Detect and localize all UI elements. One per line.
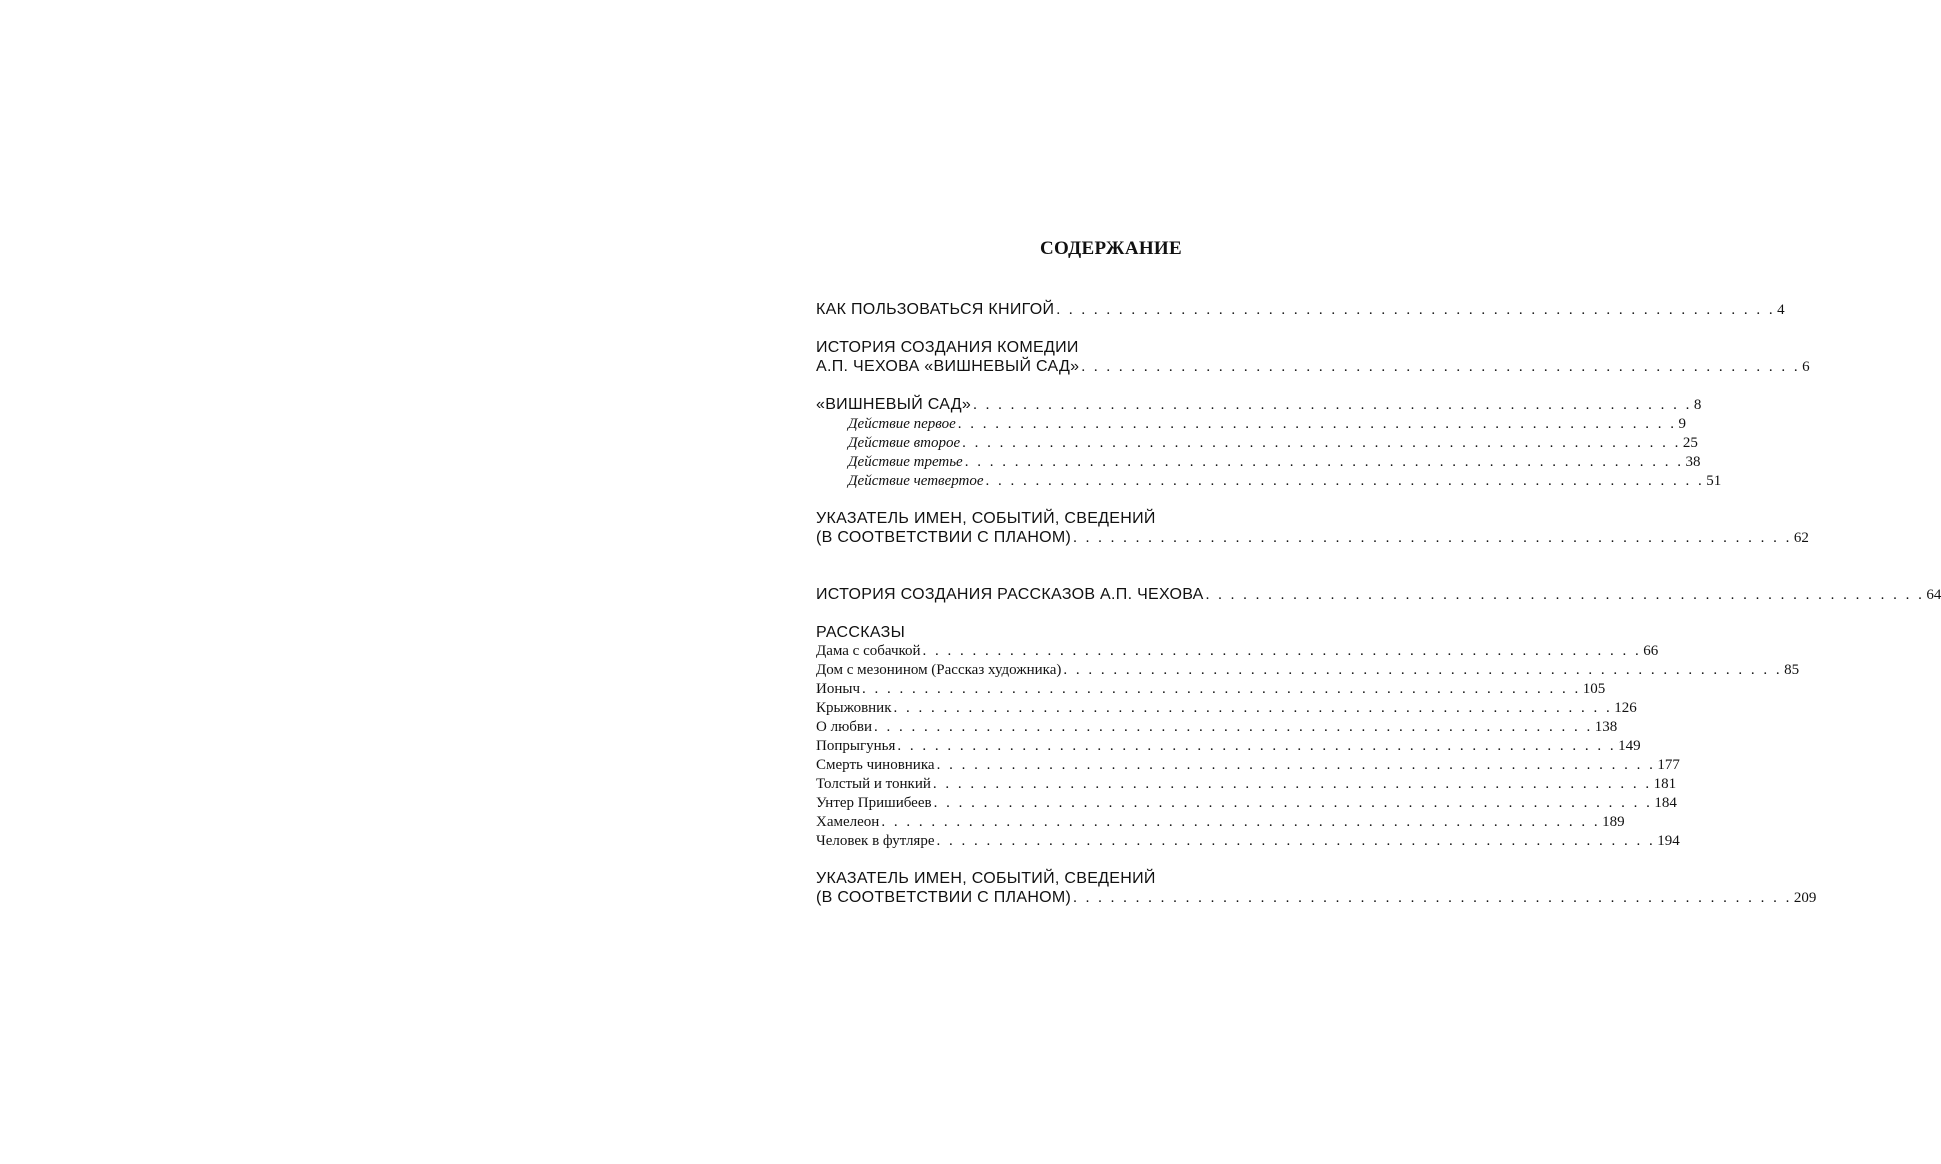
toc-entry-story[interactable] <box>816 794 1677 813</box>
toc-entry-page: 184 <box>1654 795 1677 811</box>
toc-entry-label: Человек в футляре <box>816 833 935 849</box>
toc-entry-label: «ВИШНЕВЫЙ САД» <box>816 396 972 413</box>
leader-dots: . . . . . . . . . . . . . . . . . . . . . . . . . . . . . . . . . . . . . . . . . . . . . . . . . . . . . . . . . . <box>1205 587 1925 603</box>
toc-entry-cherry-orchard[interactable] <box>816 395 1702 415</box>
toc-entry-label: Действие третье <box>848 454 963 470</box>
toc-entry-label: О любви <box>816 719 873 735</box>
toc-entry-label: А.П. ЧЕХОВА «ВИШНЕВЫЙ САД» <box>816 358 1080 375</box>
leader-dots: . . . . . . . . . . . . . . . . . . . . . . . . . . . . . . . . . . . . . . . . . . . . . . . . . . . . . . . . . . <box>861 681 1581 697</box>
toc-entry-label: Ионыч <box>816 681 860 697</box>
table-of-contents <box>816 226 1941 908</box>
toc-entry-page: 9 <box>1678 416 1686 432</box>
toc-entry-page: 64 <box>1926 587 1941 603</box>
toc-entry-page: 177 <box>1657 757 1680 773</box>
toc-entry-page: 25 <box>1682 435 1698 451</box>
leader-dots: . . . . . . . . . . . . . . . . . . . . . . . . . . . . . . . . . . . . . . . . . . . . . . . . . . . . . . . . . . <box>933 795 1653 811</box>
leader-dots: . . . . . . . . . . . . . . . . . . . . . . . . . . . . . . . . . . . . . . . . . . . . . . . . . . . . . . . . . . <box>922 643 1642 659</box>
toc-entry-act-4[interactable] <box>816 472 1722 491</box>
toc-entry-page: 6 <box>1802 359 1810 375</box>
leader-dots: . . . . . . . . . . . . . . . . . . . . . . . . . . . . . . . . . . . . . . . . . . . . . . . . . . . . . . . . . . <box>1081 359 1801 375</box>
leader-dots: . . . . . . . . . . . . . . . . . . . . . . . . . . . . . . . . . . . . . . . . . . . . . . . . . . . . . . . . . . <box>874 719 1593 735</box>
toc-entry-page: 85 <box>1784 662 1800 678</box>
toc-entry-act-3[interactable] <box>816 453 1701 472</box>
toc-entry-label: (В СООТВЕТСТВИИ С ПЛАНОМ) <box>816 529 1072 546</box>
leader-dots: . . . . . . . . . . . . . . . . . . . . . . . . . . . . . . . . . . . . . . . . . . . . . . . . . . . . . . . . . . <box>1073 890 1792 906</box>
toc-entry-story[interactable] <box>816 680 1606 699</box>
toc-entry-story[interactable] <box>816 756 1680 775</box>
toc-entry-story[interactable] <box>816 775 1677 794</box>
toc-entry-page: 138 <box>1594 719 1618 735</box>
leader-dots: . . . . . . . . . . . . . . . . . . . . . . . . . . . . . . . . . . . . . . . . . . . . . . . . . . . . . . . . . . <box>1073 530 1792 546</box>
toc-entry-story[interactable] <box>816 699 1637 718</box>
toc-entry-page: 181 <box>1653 776 1677 792</box>
leader-dots: . . . . . . . . . . . . . . . . . . . . . . . . . . . . . . . . . . . . . . . . . . . . . . . . . . . . . . . . . . <box>932 776 1652 792</box>
toc-entry-page: 8 <box>1693 397 1702 413</box>
toc-entry-label: Крыжовник <box>816 700 892 716</box>
toc-entry-page: 126 <box>1614 700 1637 716</box>
leader-dots: . . . . . . . . . . . . . . . . . . . . . . . . . . . . . . . . . . . . . . . . . . . . . . . . . . . . . . . . . . <box>1063 662 1783 678</box>
toc-entry-page: 38 <box>1685 454 1701 470</box>
toc-entry-index-1[interactable] <box>816 528 1809 548</box>
toc-entry-story[interactable] <box>816 813 1625 832</box>
toc-entry-label: Унтер Пришибеев <box>816 795 932 811</box>
toc-entry-history-comedy-line1: ИСТОРИЯ СОЗДАНИЯ КОМЕДИИ <box>816 339 1079 356</box>
toc-title: СОДЕРЖАНИЕ <box>1040 238 1182 259</box>
leader-dots: . . . . . . . . . . . . . . . . . . . . . . . . . . . . . . . . . . . . . . . . . . . . . . . . . . . . . . . . . . <box>893 700 1613 716</box>
toc-entry-act-2[interactable] <box>816 434 1698 453</box>
leader-dots: . . . . . . . . . . . . . . . . . . . . . . . . . . . . . . . . . . . . . . . . . . . . . . . . . . . . . . . . . . <box>881 814 1601 830</box>
stories-heading: РАССКАЗЫ <box>816 624 906 641</box>
toc-entry-label: Действие четвертое <box>848 473 984 489</box>
toc-entry-label: Хамелеон <box>816 814 880 830</box>
leader-dots: . . . . . . . . . . . . . . . . . . . . . . . . . . . . . . . . . . . . . . . . . . . . . . . . . . . . . . . . . . <box>936 757 1656 773</box>
toc-entry-label: Действие второе <box>848 435 961 451</box>
right-page <box>750 0 1941 1164</box>
toc-entry-page: 149 <box>1618 738 1641 754</box>
toc-entry-story[interactable] <box>816 718 1618 737</box>
leader-dots: . . . . . . . . . . . . . . . . . . . . . . . . . . . . . . . . . . . . . . . . . . . . . . . . . . . . . . . . . . <box>957 416 1677 432</box>
toc-entry-page: 194 <box>1657 833 1680 849</box>
toc-entry-story[interactable] <box>816 642 1659 661</box>
toc-entry-index-1-line1: УКАЗАТЕЛЬ ИМЕН, СОБЫТИЙ, СВЕДЕНИЙ <box>816 510 1156 527</box>
toc-entry-page: 62 <box>1793 530 1809 546</box>
toc-entry-page: 51 <box>1706 473 1722 489</box>
toc-entry-page: 209 <box>1793 890 1817 906</box>
toc-entry-page: 66 <box>1643 643 1659 659</box>
toc-entry-how-to-use[interactable] <box>816 300 1785 320</box>
leader-dots: . . . . . . . . . . . . . . . . . . . . . . . . . . . . . . . . . . . . . . . . . . . . . . . . . . . . . . . . . . <box>964 454 1684 470</box>
toc-entry-page: 4 <box>1777 302 1785 318</box>
toc-entry-history-stories[interactable] <box>816 585 1941 605</box>
leader-dots: . . . . . . . . . . . . . . . . . . . . . . . . . . . . . . . . . . . . . . . . . . . . . . . . . . . . . . . . . . <box>1056 302 1776 318</box>
leader-dots: . . . . . . . . . . . . . . . . . . . . . . . . . . . . . . . . . . . . . . . . . . . . . . . . . . . . . . . . . . <box>897 738 1617 754</box>
toc-entry-label: КАК ПОЛЬЗОВАТЬСЯ КНИГОЙ <box>816 301 1055 318</box>
toc-entry-label: Смерть чиновника <box>816 757 935 773</box>
toc-entry-label: Дом с мезонином (Рассказ художника) <box>816 662 1062 678</box>
toc-entry-index-2-line1: УКАЗАТЕЛЬ ИМЕН, СОБЫТИЙ, СВЕДЕНИЙ <box>816 870 1156 887</box>
toc-entry-history-comedy[interactable] <box>816 357 1810 377</box>
toc-entry-label: Попрыгунья <box>816 738 896 754</box>
toc-entry-page: 105 <box>1582 681 1606 697</box>
toc-entry-act-1[interactable] <box>816 415 1686 434</box>
leader-dots: . . . . . . . . . . . . . . . . . . . . . . . . . . . . . . . . . . . . . . . . . . . . . . . . . . . . . . . . . . <box>962 435 1681 451</box>
toc-entry-label: Толстый и тонкий <box>816 776 931 792</box>
leader-dots: . . . . . . . . . . . . . . . . . . . . . . . . . . . . . . . . . . . . . . . . . . . . . . . . . . . . . . . . . . <box>985 473 1705 489</box>
toc-entry-label: ИСТОРИЯ СОЗДАНИЯ РАССКАЗОВ А.П. ЧЕХОВА <box>816 586 1204 603</box>
toc-entry-label: Действие первое <box>848 416 956 432</box>
toc-entry-story[interactable] <box>816 737 1641 756</box>
toc-entry-label: (В СООТВЕТСТВИИ С ПЛАНОМ) <box>816 889 1072 906</box>
leader-dots: . . . . . . . . . . . . . . . . . . . . . . . . . . . . . . . . . . . . . . . . . . . . . . . . . . . . . . . . . . <box>973 397 1692 413</box>
toc-entry-story[interactable] <box>816 661 1800 680</box>
toc-entry-index-2[interactable] <box>816 888 1817 908</box>
toc-entry-page: 189 <box>1602 814 1625 830</box>
left-page-blank <box>0 0 750 1164</box>
toc-entry-label: Дама с собачкой <box>816 643 921 659</box>
toc-entry-story[interactable] <box>816 832 1680 851</box>
leader-dots: . . . . . . . . . . . . . . . . . . . . . . . . . . . . . . . . . . . . . . . . . . . . . . . . . . . . . . . . . . <box>936 833 1656 849</box>
